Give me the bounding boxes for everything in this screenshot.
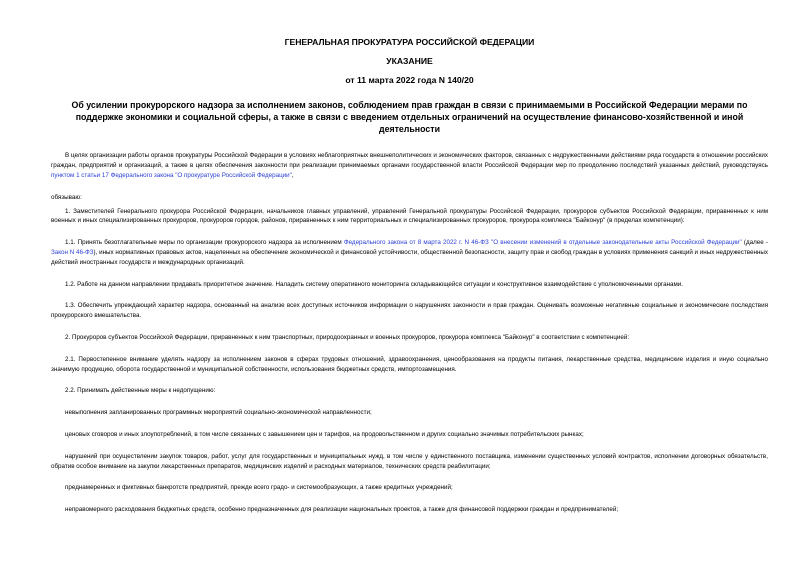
- document-type: УКАЗАНИЕ: [386, 56, 433, 66]
- item-1: 1. Заместителей Генерального прокурора Российской Федерации, начальников главных управлений, управлений Генеральной прокуратуры Российской Федерации, прокуроров субъектов Российской Федерации, приравненных к ним военных и иных специализированных прокуроров, прокуроров городов, районов, приравненных к ним территориальных и специализированных прокуроров, прокурора комплекса "Байконур" (в пределах компетенции):: [51, 207, 768, 225]
- item-1-1-text-a: 1.1. Принять безотлагательные меры по организации прокурорского надзора за исполнением: [65, 239, 344, 247]
- law-46fz-short-link[interactable]: Закон N 46-ФЗ: [51, 248, 94, 256]
- preamble-text: В целях организации работы органов прокуратуры Российской Федерации в условиях неблагоприятных внешнеполитических и экономических факторов, связанных с недружественными действиями ряда государств в отношении российских граждан, предприятий и организаций, а также в целях обеспечения законности при реализации принимаемых органами государственной власти Российской Федерации мер по преодолению последствий указанных действий, руководствуясь: [51, 152, 768, 170]
- document-body: [51, 151, 768, 515]
- item-2-2: 2.2. Принимать действенные меры к недопущению:: [65, 387, 216, 395]
- document-date-number: от 11 марта 2022 года N 140/20: [345, 75, 474, 85]
- item-1-1-text-b: (далее -: [741, 239, 768, 247]
- preamble-paragraph: [51, 151, 768, 180]
- document-title: Об усилении прокурорского надзора за исполнением законов, соблюдением прав граждан в связи с принимаемыми в Российской Федерации мерами по поддержке экономики и социальной сферы, а также в связи с введением отдельных ограничений на осуществление финансово-хозяйственной и иной деятельности: [71, 100, 748, 134]
- item-1-1-text-c: ), иных нормативных правовых актов, нацеленных на обеспечение экономической и финансовой устойчивости, общественной безопасности, защиту прав и свобод граждан в условиях применения санкций и иных недружественных действий иностранных государств и международных организаций.: [51, 248, 769, 266]
- obliging-line: обязываю:: [51, 193, 82, 201]
- item-2: 2. Прокуроров субъектов Российской Федерации, приравненных к ним транспортных, природоохранных и военных прокуроров, прокурора комплекса "Байконур" в соответствии с компетенцией:: [65, 333, 630, 341]
- list-item: ценовых сговоров и иных злоупотреблений, в том числе связанных с завышением цен и тарифов, на продовольственном и других социально значимых потребительских рынках;: [65, 430, 584, 438]
- item-1-3: 1.3. Обеспечить упреждающий характер надзора, основанный на анализе всех доступных источников информации о нарушениях законности и прав граждан. Оценивать возможные негативные социальные и экономические последствия прокурорского вмешательства.: [51, 302, 768, 320]
- list-item: невыполнения запланированных программных мероприятий социально-экономической направленности;: [65, 409, 372, 417]
- item-1-1: [51, 238, 768, 267]
- item-1-2: 1.2. Работе на данном направлении придавать приоритетное значение. Наладить систему оперативного мониторинга складывающейся ситуации и конструктивное взаимодействие с уполномоченными органами.: [65, 280, 684, 288]
- preamble-tail: ,: [291, 171, 294, 179]
- list-item: преднамеренных и фиктивных банкротств предприятий, прежде всего градо- и системообразующих, а также кредитных учреждений;: [65, 484, 453, 492]
- item-2-1: 2.1. Первостепенное внимание уделять надзору за исполнением законов в сферах трудовых отношений, здравоохранения, ценообразования на продукты питания, лекарственные средства, медицинские изделия и иную социально значимую продукцию, оборота государственной и муниципальной собственности, использования бюджетных средств, импортозамещения.: [51, 355, 768, 373]
- organization-name: ГЕНЕРАЛЬНАЯ ПРОКУРАТУРА РОССИЙСКОЙ ФЕДЕРАЦИИ: [284, 37, 535, 47]
- list-item: нарушений при осуществлении закупок товаров, работ, услуг для государственных и муниципальных нужд, в том числе у единственного поставщика, изменении существенных условий контрактов, исполнении договорных обязательств, обратив особое внимание на закупки лекарственных препаратов, медицинских изделий и расходных материалов, технических средств реабилитации;: [51, 452, 768, 470]
- law-article-link[interactable]: пунктом 1 статьи 17 Федерального закона "О прокуратуре Российской Федерации": [51, 171, 292, 179]
- list-item: неправомерного расходования бюджетных средств, особенно предназначенных для реализации национальных проектов, а также для финансовой поддержки граждан и предпринимателей;: [65, 506, 619, 514]
- federal-law-46fz-link[interactable]: Федерального закона от 8 марта 2022 г. N 46-ФЗ "О внесении изменений в отдельные законодательные акты Российской Федерации": [343, 239, 742, 247]
